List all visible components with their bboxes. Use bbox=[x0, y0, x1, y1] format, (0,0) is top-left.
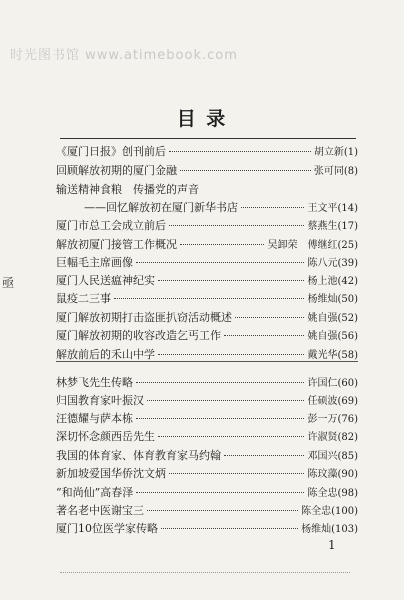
toc-entry-title: 鼠疫二三事 bbox=[56, 292, 111, 305]
toc-entry-title: 厦门市总工会成立前后 bbox=[56, 219, 166, 232]
toc-entry bbox=[56, 143, 358, 161]
toc-entry-author: 陈全忠 bbox=[301, 506, 332, 517]
toc-entry-page: (17) bbox=[337, 221, 358, 232]
dot-leader bbox=[224, 335, 304, 336]
dot-leader bbox=[169, 151, 311, 152]
toc-entry-author: 许国仁 bbox=[307, 378, 338, 389]
dot-leader bbox=[169, 473, 304, 474]
toc-entry-author: 张可同 bbox=[313, 166, 344, 177]
dot-leader bbox=[158, 280, 304, 281]
toc-entry-author: 王文平 bbox=[307, 203, 338, 214]
toc-entry-title: 我国的体育家、体育教育家马约翰 bbox=[56, 449, 221, 462]
toc-entry-author: 戴光华 bbox=[307, 350, 338, 361]
dot-leader bbox=[241, 207, 304, 208]
toc-entry-title: 著名老中医谢宝三 bbox=[56, 504, 144, 517]
toc-entry-page: (52) bbox=[337, 313, 358, 324]
dot-leader bbox=[180, 244, 264, 245]
toc-entry-page: (100) bbox=[331, 506, 358, 517]
toc-entry-title: 深切怀念颜西岳先生 bbox=[56, 430, 155, 443]
toc-entry-title: 新加坡爱国华侨沈文炳 bbox=[56, 467, 166, 480]
dot-leader bbox=[136, 382, 304, 383]
toc-entry-author: 蔡燕生 bbox=[307, 221, 338, 232]
toc-entry-page: (14) bbox=[337, 203, 358, 214]
toc-entry-title: “和尚仙”高春泽 bbox=[56, 486, 134, 499]
toc-entry-page: (56) bbox=[337, 331, 358, 342]
toc-entry-page: (8) bbox=[343, 166, 358, 177]
dot-leader bbox=[147, 400, 304, 401]
toc-entry-author: 陈玟藻 bbox=[307, 469, 338, 480]
toc-entry-page: (25) bbox=[337, 240, 358, 251]
dot-leader bbox=[161, 528, 298, 529]
dot-leader bbox=[136, 418, 304, 419]
toc-entry-page: (58) bbox=[337, 350, 358, 361]
toc-entry bbox=[56, 392, 358, 410]
toc-entry bbox=[56, 484, 358, 502]
toc-entry-page: (98) bbox=[337, 488, 358, 499]
toc-entry-title: 汪德耀与萨本栋 bbox=[56, 412, 133, 425]
toc-entry-author: 邓国兴 bbox=[307, 451, 338, 462]
dot-leader bbox=[114, 298, 304, 299]
toc-entry-author: 彭一万 bbox=[307, 414, 338, 425]
toc-entry-author: 姚自强 bbox=[307, 313, 338, 324]
toc-entry-page: (1) bbox=[343, 147, 358, 158]
page-number: 1 bbox=[328, 538, 336, 552]
toc-entry bbox=[56, 309, 358, 327]
toc-entry-author: 姚自强 bbox=[307, 331, 338, 342]
margin-mark: 亟 bbox=[2, 276, 15, 290]
toc-entry bbox=[56, 199, 358, 217]
dot-leader bbox=[136, 492, 304, 493]
toc-entry bbox=[56, 502, 358, 520]
toc-entry-title: 巨幅毛主席画像 bbox=[56, 256, 133, 269]
toc-entry bbox=[56, 327, 358, 345]
toc-entry-title: 厦门解放初期打击盗匪扒窃活动概述 bbox=[56, 311, 232, 324]
toc-entry-title: 解放初厦门接管工作概况 bbox=[56, 238, 177, 251]
toc-entry-page: (50) bbox=[337, 294, 358, 305]
toc-entry bbox=[56, 254, 358, 272]
toc-entry-page: (90) bbox=[337, 469, 358, 480]
toc-entry-title: 输送精神食粮 传播党的声音 bbox=[56, 183, 199, 196]
dot-leader bbox=[169, 225, 304, 226]
toc-entry-title: 解放前后的禾山中学 bbox=[56, 348, 155, 361]
dot-leader bbox=[235, 317, 304, 318]
dot-leader bbox=[180, 170, 311, 171]
watermark: 时光图书馆 www.atimebook.com bbox=[10, 48, 238, 63]
toc-entry-page: (69) bbox=[337, 396, 358, 407]
dot-leader bbox=[224, 455, 304, 456]
toc-entry-page: (85) bbox=[337, 451, 358, 462]
toc-entry bbox=[56, 428, 358, 446]
toc-entry bbox=[56, 181, 358, 199]
toc-entry bbox=[56, 374, 358, 392]
toc-entry bbox=[56, 520, 358, 538]
dot-leader bbox=[147, 510, 298, 511]
dot-leader bbox=[158, 436, 304, 437]
dot-leader bbox=[136, 262, 304, 263]
toc-entry-author: 许淑贤 bbox=[307, 432, 338, 443]
toc-entry-author: 吴卸荣 傅继红 bbox=[267, 240, 338, 251]
toc-entry bbox=[56, 236, 358, 254]
toc-entry bbox=[56, 290, 358, 308]
toc-entry-page: (82) bbox=[337, 432, 358, 443]
toc-entry-author: 杨维灿 bbox=[307, 294, 338, 305]
toc-entry-page: (103) bbox=[331, 524, 358, 535]
toc-entry-title: 归国教育家叶振汉 bbox=[56, 394, 144, 407]
toc-entry-page: (76) bbox=[337, 414, 358, 425]
toc-entry-author: 陈八元 bbox=[307, 258, 338, 269]
toc-entry-author: 任硕波 bbox=[307, 396, 338, 407]
dot-leader bbox=[158, 354, 304, 355]
toc-entry bbox=[56, 410, 358, 428]
title-rule bbox=[60, 138, 356, 139]
footer-rule bbox=[60, 572, 350, 573]
toc-entry-title: ——回忆解放初在厦门新华书店 bbox=[84, 201, 238, 214]
toc-entry-title: 回顾解放初期的厦门金融 bbox=[56, 164, 177, 177]
section-divider bbox=[56, 361, 358, 362]
toc-entry-page: (39) bbox=[337, 258, 358, 269]
toc-entry-author: 陈全忠 bbox=[307, 488, 338, 499]
toc-entry-title: 厦门人民送瘟神纪实 bbox=[56, 274, 155, 287]
toc-entry-title: 厦门10位医学家传略 bbox=[56, 522, 158, 535]
toc-entry-author: 胡立新 bbox=[313, 147, 344, 158]
toc-entry-author: 杨上池 bbox=[307, 276, 338, 287]
toc-entry-title: 厦门解放初期的收容改造乞丐工作 bbox=[56, 329, 221, 342]
toc-entry bbox=[56, 465, 358, 483]
toc-entry-title: 《厦门日报》创刊前后 bbox=[56, 145, 166, 158]
toc-entry bbox=[56, 272, 358, 290]
toc-entry bbox=[56, 162, 358, 180]
toc-entry-page: (42) bbox=[337, 276, 358, 287]
toc-entry-title: 林梦飞先生传略 bbox=[56, 376, 133, 389]
toc-entry-author: 杨维灿 bbox=[301, 524, 332, 535]
toc-entry bbox=[56, 447, 358, 465]
page-title: 目 录 bbox=[176, 108, 228, 130]
toc-entry bbox=[56, 217, 358, 235]
toc-entry-page: (60) bbox=[337, 378, 358, 389]
